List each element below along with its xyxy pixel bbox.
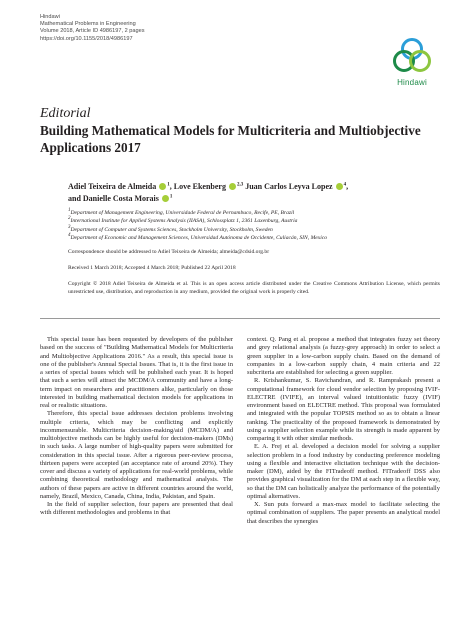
doi-link[interactable]: https://doi.org/10.1155/2018/4986197 <box>40 35 133 42</box>
orcid-icon[interactable] <box>159 183 166 190</box>
author: and Danielle Costa Morais $^1$ <box>68 194 173 203</box>
paragraph: R. Krishankumar, S. Ravichandran, and R. Ramprakash present a computational framework for cloud vendor selection by proposing IVIF-ELECTRE (IVIFE), an interval valued intuitionistic fuzzy (IVIF) environment based on ELECTRE method. This proposal was formulated and integrated with the popular TOPSIS method so as to obtain a linear ranking. The practicality of the proposed framework is demonstrated by using a supplier selection example while its strength is made apparent by comparing it with other similar methods. <box>247 377 440 442</box>
body-column-right <box>247 336 440 526</box>
journal-name: Mathematical Problems in Engineering <box>40 21 136 28</box>
affiliation: $^3$Department of Computer and Systems Sciences, Stockholm University, Stockholm, Sweden <box>68 224 273 233</box>
affiliation: $^4$Department of Economic and Management Sciences, Universidad Autónoma de Occidente, Culiacán, SIN, Mexico <box>68 233 328 242</box>
hindawi-logo-text: Hindawi <box>397 78 427 87</box>
author: Love Ekenberg $^{2,3}$ <box>173 182 244 191</box>
paragraph: E. A. Frej et al. developed a decision model for solving a supplier selection problem in a food industry by conducting preference modeling using a flexible and interactive elicitation technique with the decision-maker (DM), aided by the FITradeoff method. FITradeoff DSS also provides graphical visualization for the DM at each step in a flexible way, so that the DM can holistically analyze the performance of the potentially optimal alternatives. <box>247 443 440 500</box>
paragraph: context. Q. Pang et al. propose a method that integrates fuzzy set theory and grey relational analysis (a fuzzy-grey approach) in order to select a green supplier in a low-carbon supply chain. Based on the demand of companies in a low-carbon supply chain, 4 main criteria and 22 subcriteria are established for selecting a green supplier. <box>247 336 440 376</box>
paragraph: In the field of supplier selection, four papers are presented that deal with different methodologies and problems in that <box>40 501 233 517</box>
article-title: Building Mathematical Models for Multicriteria and Multiobjective Applications 2017 <box>40 123 421 155</box>
copyright-notice: Copyright © 2018 Adiel Teixeira de Almeida et al. This is an open access article distributed under the Creative Commons Attribution License, which permits unrestricted use, distribution, and reproduction in any medium, provided the original work is properly cited. <box>68 281 440 295</box>
paragraph: This special issue has been requested by developers of the publisher based on the success of "Building Mathematical Models for Multicriteria and Multiobjective Applications 2016." As a result, this special issue is one of the publisher's Annual Special Issues. That is, it is the first issue in a series of special issues which will be published each year. It is hoped that such a series will attract the MCDM/A community and have a long-term impact on researchers and practitioners alike, particularly on those interested in building mathematical decision models for applications in real or realistic situations. <box>40 336 233 409</box>
paragraph: Therefore, this special issue addresses decision problems involving multiple criteria, which may be conflicting and explicitly incommensurable. Multicriteria decision-making/aid (MCDM/A) and multiobjective methods can be highly useful for decision-makers (DMs) in such tasks. A large number of high-quality papers were submitted for consideration in this special issue. After a rigorous peer-review process, thirteen papers were accepted (an acceptance rate of around 20%). They cover and discuss a variety of applications for real-world problems, while combining theoretical methodology and mathematical analysis. The authors of these papers are active in different countries around the world, namely, Brazil, Mexico, Canada, China, India, Pakistan, and Spain. <box>40 410 233 500</box>
author: Adiel Teixeira de Almeida $^1$, <box>68 182 172 191</box>
journal-header <box>40 14 145 43</box>
affiliations <box>68 209 438 243</box>
publisher-name: Hindawi <box>40 14 60 20</box>
author-list <box>68 181 448 205</box>
hindawi-logo-icon <box>392 37 432 80</box>
publication-dates: Received 1 March 2018; Accepted 4 March 2018; Published 22 April 2018 <box>68 265 236 271</box>
orcid-icon[interactable] <box>229 183 236 190</box>
affiliation: $^2$International Institute for Applied Systems Analysis (IIASA), Schlossplatz 1, 2361 Laxenburg, Austria <box>68 216 298 225</box>
paragraph: X. Sun puts forward a max-max model to facilitate selecting the optimal combination of suppliers. The paper presents an analytical model that describes the synergies <box>247 501 440 525</box>
volume-info: Volume 2018, Article ID 4986197, 2 pages <box>40 28 145 35</box>
author: Juan Carlos Leyva Lopez $^4$, <box>245 182 349 191</box>
correspondence-note: Correspondence should be addressed to Adiel Teixeira de Almeida; almeida@cdsid.org.br <box>68 249 270 255</box>
body-column-left <box>40 336 233 518</box>
orcid-icon[interactable] <box>336 183 343 190</box>
orcid-icon[interactable] <box>162 195 169 202</box>
article-type: Editorial <box>40 106 91 121</box>
affiliation: $^1$Department of Management Engineering, Universidade Federal de Pernambuco, Recife, PE, Brazil <box>68 208 295 216</box>
section-divider <box>40 318 440 319</box>
